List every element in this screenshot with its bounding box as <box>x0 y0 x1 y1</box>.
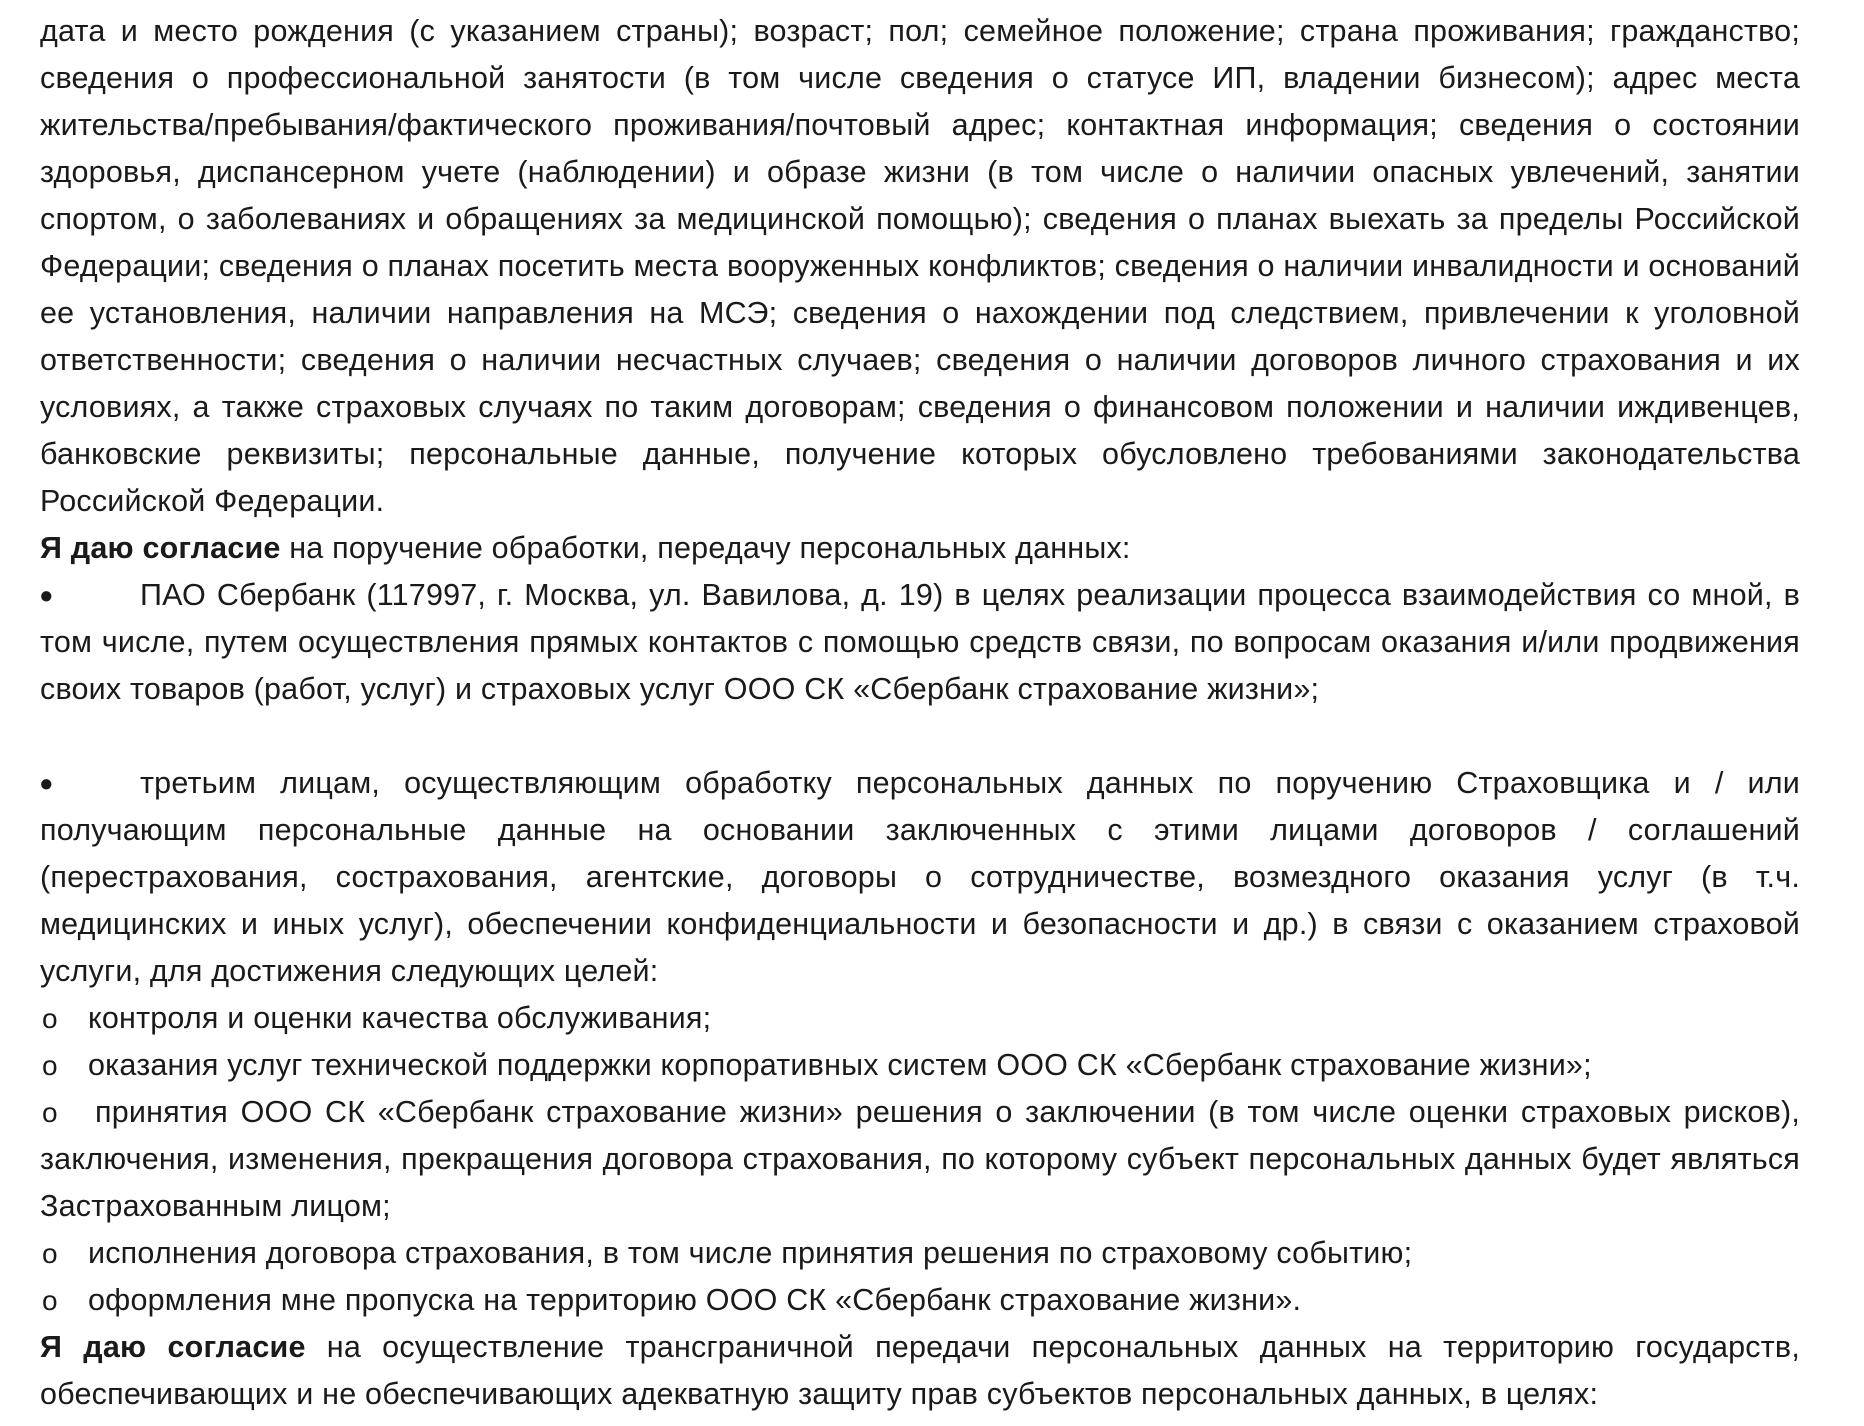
circle-bullet-icon: o <box>42 1285 58 1316</box>
sub-item-quality-control <box>40 995 1800 1042</box>
bullet-item-sberbank <box>40 572 1800 713</box>
bullet-item-third-parties <box>40 760 1800 995</box>
consent-lead-text: Я даю согласие <box>40 531 281 565</box>
paragraph-personal-data-list: дата и место рождения (с указанием страны); возраст; пол; семейное положение; страна проживания; гражданство; сведения о профессиональной занятости (в том числе сведения о статусе ИП, владении бизнесом); адрес места жительства/пребывания/фактического проживания/почтовый адрес; контактная информация; сведения о состоянии здоровья, диспансерном учете (наблюдении) и образе жизни (в том числе о наличии опасных увлечений, занятии спортом, о заболеваниях и обращениях за медицинской помощью); сведения о планах выехать за пределы Российской Федерации; сведения о планах посетить места вооруженных конфликтов; сведения о наличии инвалидности и оснований ее установления, наличии направления на МСЭ; сведения о нахождении под следствием, привлечении к уголовной ответственности; сведения о наличии несчастных случаев; сведения о наличии договоров личного страхования и их условиях, а также страховых случаях по таким договорам; сведения о финансовом положении и наличии иждивенцев, банковские реквизиты; персональные данные, получение которых обусловлено требованиями законодательства Российской Федерации. <box>40 14 1800 518</box>
consent-rest-text: на поручение обработки, передачу персональных данных: <box>280 531 1131 565</box>
sub-item-text: принятия ООО СК «Сбербанк страхование жизни» решения о заключении (в том числе оценки страховых рисков), заключения, изменения, прекращения договора страхования, по которому субъект персональных данных будет являться Застрахованным лицом; <box>40 1095 1800 1223</box>
sub-item-contract-decision <box>40 1089 1800 1230</box>
bullet-icon: • <box>40 763 53 804</box>
sub-item-tech-support <box>40 1042 1800 1089</box>
circle-bullet-icon: o <box>42 1003 58 1034</box>
consent-rest-text: на осуществление трансграничной передачи персональных данных на территорию государств, обеспечивающих и не обеспечивающих адекватную защиту прав субъектов персональных данных, в целях: <box>40 1330 1801 1411</box>
circle-bullet-icon: o <box>42 1050 58 1081</box>
sub-item-text: исполнения договора страхования, в том числе принятия решения по страховому событию; <box>88 1236 1413 1270</box>
sub-item-contract-execution <box>40 1230 1800 1277</box>
paragraph-gap <box>40 713 1800 760</box>
consent-lead-text: Я даю согласие <box>40 1330 306 1364</box>
paragraph-consent-transfer <box>40 525 1800 572</box>
bullet-item-text: третьим лицам, осуществляющим обработку персональных данных по поручению Страховщика и / или получающим персональные данные на основании заключенных с этими лицами договоров / соглашений (перестрахования, сострахования, агентские, договоры о сотрудничестве, возмездного оказания услуг (в т.ч. медицинских и иных услуг), обеспечении конфиденциальности и безопасности и др.) в связи с оказанием страховой услуги, для достижения следующих целей: <box>40 766 1800 988</box>
paragraph-consent-crossborder <box>40 1324 1800 1418</box>
document-page <box>40 8 1800 1418</box>
sub-item-text: оформления мне пропуска на территорию ООО СК «Сбербанк страхование жизни». <box>88 1283 1302 1317</box>
circle-bullet-icon: o <box>42 1238 58 1269</box>
circle-bullet-icon: o <box>42 1097 58 1128</box>
bullet-item-text: ПАО Сбербанк (117997, г. Москва, ул. Вавилова, д. 19) в целях реализации процесса взаимодействия со мной, в том числе, путем осуществления прямых контактов с помощью средств связи, по вопросам оказания и/или продвижения своих товаров (работ, услуг) и страховых услуг ООО СК «Сбербанк страхование жизни»; <box>40 578 1800 706</box>
sub-item-text: контроля и оценки качества обслуживания; <box>88 1001 712 1035</box>
bullet-icon: • <box>40 575 53 616</box>
sub-item-text: оказания услуг технической поддержки корпоративных систем ООО СК «Сбербанк страхование жизни»; <box>88 1048 1592 1082</box>
sub-item-pass <box>40 1277 1800 1324</box>
